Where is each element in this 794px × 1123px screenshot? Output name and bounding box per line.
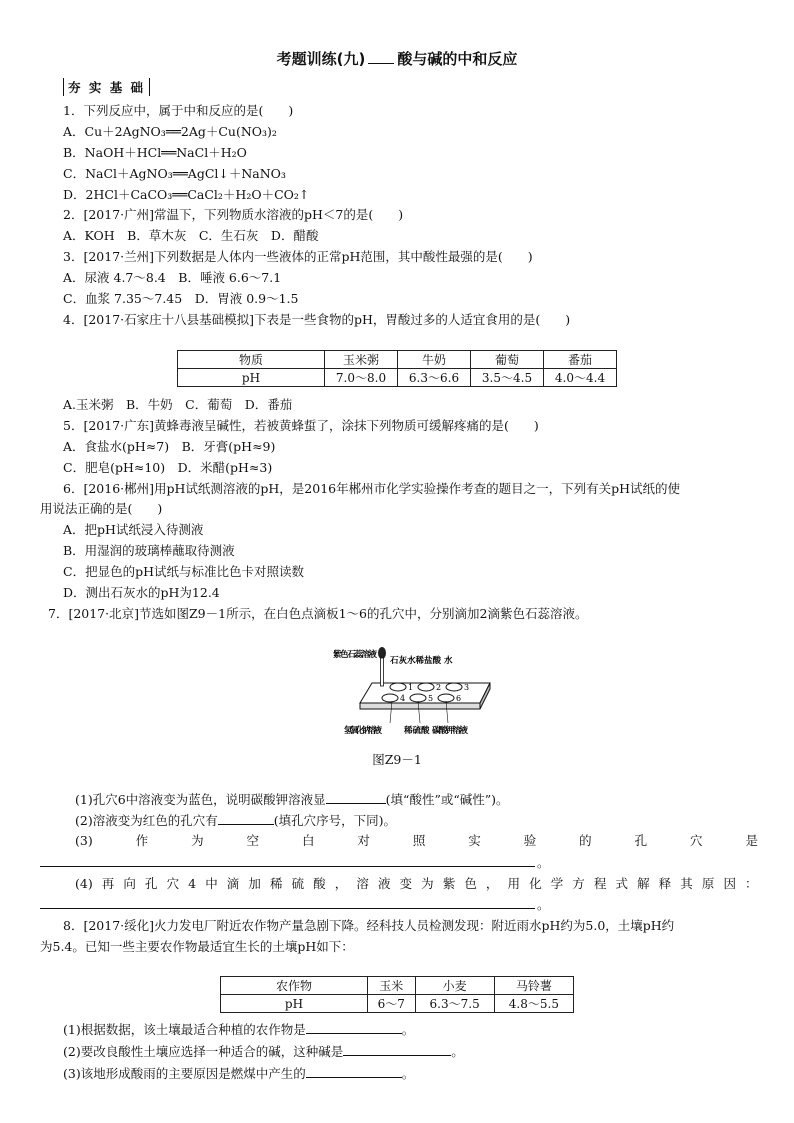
table-cell: 4.0～4.4 — [544, 369, 617, 387]
q1-stem: 1．下列反应中，属于中和反应的是( ) — [63, 103, 294, 118]
table-row — [221, 995, 574, 1013]
spread-char: 化 — [529, 876, 542, 891]
spread-char: 因 — [723, 876, 736, 891]
spread-char: 解 — [637, 876, 650, 891]
spread-char: 对 — [357, 833, 370, 848]
answer-line[interactable] — [40, 908, 535, 909]
spread-char: 方 — [572, 876, 585, 891]
q6-option-c: C．把显色的pH试纸与标准比色卡对照读数 — [63, 564, 304, 579]
spread-char: 是 — [745, 833, 758, 848]
spread-char: 为 — [191, 833, 204, 848]
table-cell: 马铃薯 — [494, 977, 573, 995]
table-cell: 3.5～4.5 — [471, 369, 544, 387]
spread-char: 4 — [188, 876, 197, 891]
q7-part-3-end: 。 — [537, 855, 550, 870]
table-cell: 葡萄 — [471, 351, 544, 369]
spread-char: 向 — [123, 876, 136, 891]
hole-label-3: 3 — [464, 683, 470, 692]
q5-stem: 5．[2017·广东]黄蜂毒液呈碱性，若被黄蜂蜇了，涂抹下列物质可缓解疼痛的是( ) — [63, 418, 539, 433]
table-cell: 4.8～5.5 — [494, 995, 573, 1013]
q4-table — [177, 350, 617, 387]
spread-char: 白 — [301, 833, 315, 848]
title-left: 考题训练(九) — [276, 50, 366, 68]
table-cell: 玉米 — [368, 977, 416, 995]
spread-char: 稀 — [269, 876, 283, 891]
hole-label-2: 2 — [436, 683, 442, 692]
table-row — [178, 351, 617, 369]
spread-char: 孔 — [144, 876, 158, 891]
label-top: 石灰水稀盐酸 水 — [390, 656, 453, 666]
label-litmus: 紫色石蕊溶液 — [333, 650, 377, 660]
spread-char: 加 — [248, 876, 261, 891]
table-row — [178, 369, 617, 387]
title-blank — [368, 51, 394, 64]
q3-options-ab: A．尿液 4.7～8.4 B．唾液 6.6～7.1 — [63, 270, 282, 285]
spread-char: 酸 — [313, 876, 326, 891]
answer-line[interactable] — [40, 866, 535, 867]
spread-char: ， — [334, 876, 348, 891]
label-h2so4: 稀硫酸 — [404, 726, 430, 736]
title-right: 酸与碱的中和反应 — [397, 50, 518, 68]
spread-char: 为 — [421, 876, 434, 891]
q1-option-b: B．NaOH＋HCl══NaCl＋H₂O — [63, 145, 247, 160]
spread-char: ： — [745, 876, 758, 891]
hole-label-1: 1 — [408, 683, 414, 692]
q4-stem: 4．[2017·石家庄十八县基础模拟]下表是一些食物的pH，胃酸过多的人适宜食用的是( ) — [63, 312, 571, 327]
spread-char: 硫 — [291, 876, 305, 891]
answer-blank[interactable] — [306, 1021, 402, 1034]
spread-char: 释 — [658, 876, 672, 891]
q6-option-b: B．用湿润的玻璃棒蘸取待测液 — [63, 543, 235, 558]
spread-char: (4) — [75, 876, 93, 891]
q7-part-3 — [75, 833, 758, 849]
spread-char: 原 — [701, 876, 715, 891]
q8-part-1: (1)根据数据，该土壤最适合种植的农作物是 。 — [63, 1022, 415, 1037]
q7-part-4-end: 。 — [537, 897, 550, 912]
spread-char: 穴 — [166, 876, 180, 891]
section-heading: 夯 实 基 础 — [63, 78, 150, 96]
q6-stem-1: 6．[2016·郴州]用pH试纸测溶液的pH，是2016年郴州市化学实验操作考查的题目之一，下列有关pH试纸的使 — [63, 481, 681, 496]
q8-stem-2: 为5.4。已知一些主要农作物最适宜生长的土壤pH如下： — [40, 939, 354, 954]
table-cell: 番茄 — [544, 351, 617, 369]
plate-front — [360, 703, 480, 709]
spread-char: 的 — [579, 833, 592, 848]
hole-label-5: 5 — [428, 694, 434, 703]
table-cell: 农作物 — [221, 977, 368, 995]
q5-options-cd: C．肥皂(pH≈10) D．米醋(pH≈3) — [63, 460, 273, 475]
hole-label-4: 4 — [400, 694, 406, 703]
spread-char: 空 — [246, 833, 260, 848]
q6-option-d: D．测出石灰水的pH为12.4 — [63, 585, 220, 600]
q8-part-3: (3)该地形成酸雨的主要原因是燃煤中产生的 。 — [63, 1066, 415, 1081]
spread-char: 滴 — [226, 876, 240, 891]
spread-char: ， — [485, 876, 499, 891]
spread-char: 色 — [464, 876, 477, 891]
spot-plate-figure — [330, 645, 500, 745]
table-cell: pH — [221, 995, 368, 1013]
q2-stem: 2．[2017·广州]常温下，下列物质水溶液的pH＜7的是( ) — [63, 207, 404, 222]
spread-char: 其 — [680, 876, 693, 891]
q7-part-1: (1)孔穴6中溶液变为蓝色，说明碳酸钾溶液显 (填“酸性”或“碱性”)。 — [75, 792, 509, 807]
spread-char: 溶 — [356, 876, 369, 891]
spread-char: 照 — [412, 833, 426, 848]
spread-char: 用 — [507, 876, 521, 891]
table-cell: 6～7 — [368, 995, 416, 1013]
spread-char: 学 — [550, 876, 564, 891]
table-cell: 7.0～8.0 — [325, 369, 398, 387]
dropper-bulb-icon — [378, 647, 386, 659]
label-k2co3: 碳酸钾溶液 — [432, 726, 468, 736]
q8-table — [220, 976, 574, 1013]
q7-part-2: (2)溶液变为红色的孔穴有 (填孔穴序号，下同)。 — [75, 813, 396, 828]
q7-part-4 — [75, 876, 758, 892]
spread-char: 验 — [523, 833, 537, 848]
spread-char: 穴 — [690, 833, 703, 848]
spread-char: (3) — [75, 833, 93, 848]
table-cell: 小麦 — [415, 977, 494, 995]
q1-option-a: A．Cu＋2AgNO₃══2Ag＋Cu(NO₃)₂ — [63, 124, 277, 139]
q4-options: A.玉米粥 B．牛奶 C．葡萄 D．番茄 — [63, 397, 293, 412]
spread-char: 中 — [205, 876, 218, 891]
table-row — [221, 977, 574, 995]
spread-char: 再 — [101, 876, 115, 891]
spread-char: 液 — [377, 876, 391, 891]
spread-char: 紫 — [442, 876, 456, 891]
table-cell: 6.3～7.5 — [415, 995, 494, 1013]
q2-options: A．KOH B．草木灰 C．生石灰 D．醋酸 — [63, 228, 319, 243]
table-cell: 物质 — [178, 351, 325, 369]
answer-blank[interactable] — [343, 1043, 451, 1056]
q3-stem: 3．[2017·兰州]下列数据是人体内一些液体的正常pH范围，其中酸性最强的是( ) — [63, 249, 533, 264]
hole-label-6: 6 — [456, 694, 462, 703]
figure-caption: 图Z9－1 — [372, 752, 422, 767]
table-cell: 玉米粥 — [325, 351, 398, 369]
q7-stem: 7．[2017·北京]节选如图Z9－1所示，在白色点滴板1～6的孔穴中，分别滴加2滴紫色石蕊溶液。 — [48, 606, 588, 621]
spread-char: 实 — [468, 833, 481, 848]
q1-option-c: C．NaCl＋AgNO₃══AgCl↓＋NaNO₃ — [63, 166, 286, 181]
q8-part-2: (2)要改良酸性土壤应选择一种适合的碱，这种碱是 。 — [63, 1044, 464, 1059]
answer-blank[interactable] — [306, 1065, 402, 1078]
page-title — [0, 48, 794, 69]
answer-blank[interactable] — [326, 791, 386, 804]
spread-char: 程 — [593, 876, 607, 891]
q3-options-cd: C．血浆 7.35～7.45 D．胃液 0.9～1.5 — [63, 291, 299, 306]
answer-blank[interactable] — [218, 812, 274, 825]
label-naoh: 氢氧化钠溶液 — [344, 726, 382, 736]
q8-stem-1: 8．[2017·绥化]火力发电厂附近农作物产量急剧下降。经科技人员检测发现：附近雨水pH约为5.0，土壤pH约 — [63, 918, 675, 933]
table-cell: pH — [178, 369, 325, 387]
spread-char: 变 — [399, 876, 413, 891]
q6-stem-2: 用说法正确的是( ) — [40, 501, 163, 516]
spread-char: 式 — [615, 876, 628, 891]
q6-option-a: A．把pH试纸浸入待测液 — [63, 522, 204, 537]
q1-option-d: D．2HCl＋CaCO₃══CaCl₂＋H₂O＋CO₂↑ — [63, 187, 310, 202]
spread-char: 孔 — [634, 833, 648, 848]
spread-char: 作 — [135, 833, 149, 848]
q5-options-ab: A．食盐水(pH≈7) B．牙膏(pH≈9) — [63, 439, 276, 454]
dropper-tube-icon — [381, 658, 384, 686]
table-cell: 6.3～6.6 — [398, 369, 471, 387]
table-cell: 牛奶 — [398, 351, 471, 369]
